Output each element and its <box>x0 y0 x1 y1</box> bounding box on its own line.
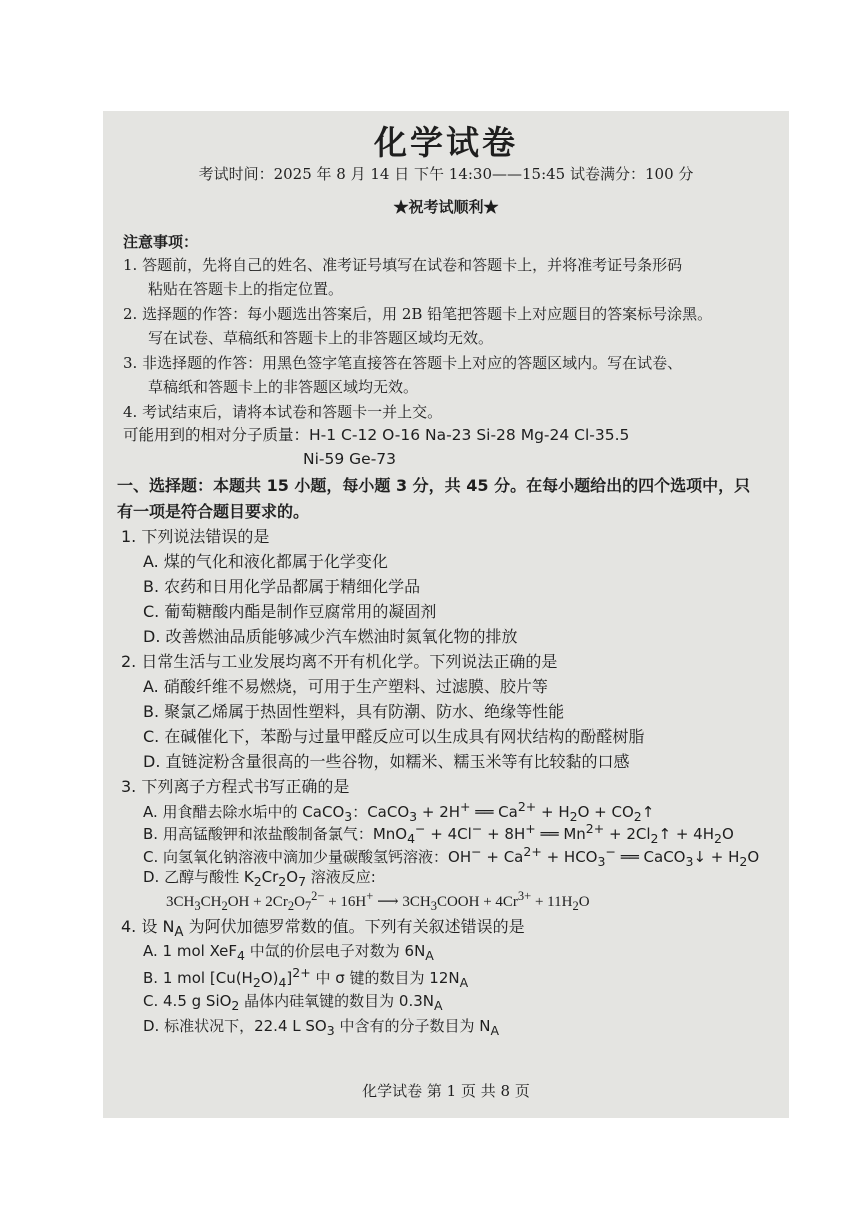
q4-stem: 4. 设 $N_A$ 为阿伏加德罗常数的值。下列有关叙述错误的是 <box>121 917 525 941</box>
exam-title: 化学试卷 <box>374 123 518 162</box>
note-3-line2: 草稿纸和答题卡上的非答题区域均无效。 <box>148 378 419 396</box>
q2-option-d: D. 直链淀粉含量很高的一些谷物，如糯米、糯玉米等有比较黏的口感 <box>143 752 630 771</box>
q4-option-a: A. 1 mol XeF$_4$ 中氙的价层电子对数为 $6N_A$ <box>143 942 434 963</box>
q3-option-a: A. 用食醋去除水垢中的 CaCO$_3$：CaCO$_3$ + 2H+ ══ $Ca^{2+} + H_2O$ + $CO_2↑$ <box>143 799 655 824</box>
q1-option-a: A. 煤的气化和液化都属于化学变化 <box>143 552 388 571</box>
notes-heading: 注意事项： <box>123 233 199 251</box>
q2-stem: 2. 日常生活与工业发展均离不开有机化学。下列说法正确的是 <box>121 652 558 671</box>
q3-option-d: D. 乙醇与酸性 $K_2Cr_2O_7$ 溶液反应: <box>143 868 376 889</box>
q3-option-d-equation: $3CH_3CH_2OH + 2Cr_2O_7^{2-} + 16H^+$ ⟶ $3CH_3COOH + 4Cr^{3+} + 11H_2O$ <box>166 889 590 913</box>
q1-option-d: D. 改善燃油品质能够减少汽车燃油时氮氧化物的排放 <box>143 627 518 646</box>
exam-page <box>103 111 789 1118</box>
note-2-line2: 写在试卷、草稿纸和答题卡上的非答题区域均无效。 <box>148 329 494 347</box>
note-2-line1: 2. 选择题的作答：每小题选出答案后，用 2B 铅笔把答题卡上对应题目的答案标号涂黑。 <box>123 305 713 323</box>
exam-wish: ★祝考试顺利★ <box>393 198 499 216</box>
page-footer: 化学试卷 第 1 页 共 8 页 <box>362 1082 530 1100</box>
exam-meta: 考试时间：2025 年 8 月 14 日 下午 14:30——15:45 试卷满分：100 分 <box>198 165 694 183</box>
q2-option-a: A. 硝酸纤维不易燃烧，可用于生产塑料、过滤膜、胶片等 <box>143 677 548 696</box>
q1-option-b: B. 农药和日用化学品都属于精细化学品 <box>143 577 421 596</box>
q4-option-d: D. 标准状况下，22.4 L $SO_3$ 中含有的分子数目为 $N_A$ <box>143 1017 499 1038</box>
q3-option-b: B. 用高锰酸钾和浓盐酸制备氯气：MnO$_4$− + 4Cl− + 8H+ ══ $Mn^{2+}$ + $2Cl_2↑ + 4H_2O$ <box>143 821 734 846</box>
section-heading-line1: 一、选择题：本题共 15 小题，每小题 3 分，共 45 分。在每小题给出的四个选项中，只 <box>117 476 751 495</box>
q3-option-c: C. 向氢氧化钠溶液中滴加少量碳酸氢钙溶液：$OH^- + Ca^{2+} + HCO_3^-$ ══ CaCO$_3$↓ + $H_2O$ <box>143 844 760 869</box>
q1-stem: 1. 下列说法错误的是 <box>121 527 270 546</box>
q2-option-b: B. 聚氯乙烯属于热固性塑料，具有防潮、防水、绝缘等性能 <box>143 702 565 721</box>
q2-option-c: C. 在碱催化下，苯酚与过量甲醛反应可以生成具有网状结构的酚醛树脂 <box>143 727 645 746</box>
relative-masses-line1: 可能用到的相对分子质量：H-1 C-12 O-16 Na-23 Si-28 Mg-24 Cl-35.5 <box>123 426 630 444</box>
q4-option-b: B. 1 mol $[Cu(H_2O)_4]^{2+}$ 中 σ 键的数目为 $12N_A$ <box>143 965 469 990</box>
q3-stem: 3. 下列离子方程式书写正确的是 <box>121 777 350 796</box>
note-4-line1: 4. 考试结束后，请将本试卷和答题卡一并上交。 <box>123 403 443 421</box>
note-1-line2: 粘贴在答题卡上的指定位置。 <box>148 280 344 298</box>
relative-masses-line2: Ni-59 Ge-73 <box>303 450 397 468</box>
note-3-line1: 3. 非选择题的作答：用黑色签字笔直接答在答题卡上对应的答题区域内。写在试卷、 <box>123 354 683 372</box>
q1-option-c: C. 葡萄糖酸内酯是制作豆腐常用的凝固剂 <box>143 602 437 621</box>
note-1-line1: 1. 答题前，先将自己的姓名、准考证号填写在试卷和答题卡上，并将准考证号条形码 <box>123 256 683 274</box>
section-heading-line2: 有一项是符合题目要求的。 <box>117 502 310 521</box>
q4-option-c: C. 4.5 g SiO$_2$ 晶体内硅氧键的数目为 $0.3N_A$ <box>143 992 443 1013</box>
